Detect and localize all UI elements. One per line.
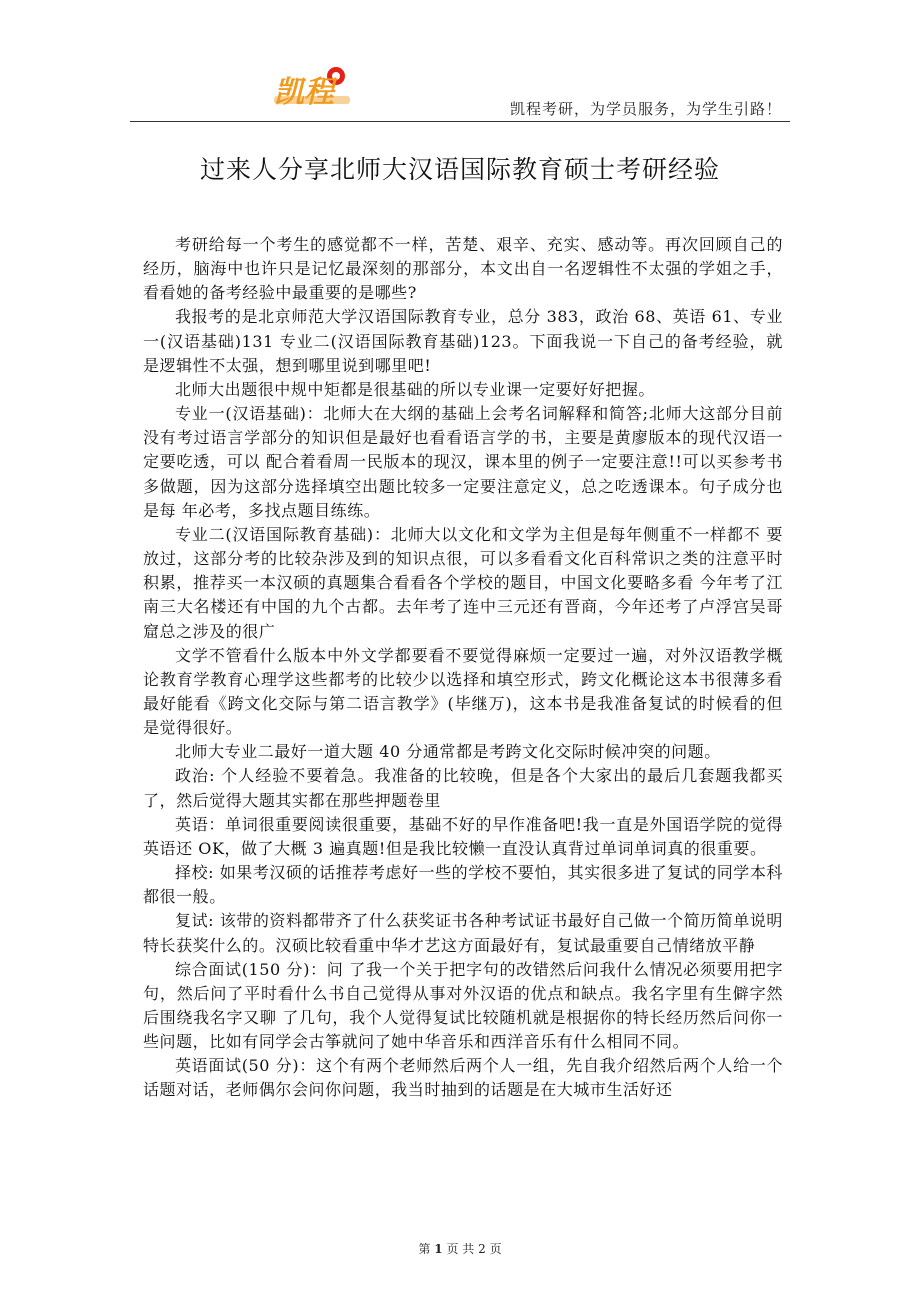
logo-text: 凯程 (274, 75, 334, 110)
document-body (143, 233, 783, 1103)
header-tagline: 凯程考研，为学员服务，为学生引路！ (509, 100, 782, 118)
document-title: 过来人分享北师大汉语国际教育硕士考研经验 (199, 155, 720, 184)
paragraph: 我报考的是北京师范大学汉语国际教育专业，总分 383，政治 68、英语 61、专业一(汉语基础)131 专业二(汉语国际教育基础)123。下面我说一下自己的备考经验，就是逻辑性不太强，想到哪里说到哪里吧! (143, 307, 783, 375)
footer-suffix: 页 (489, 1242, 502, 1256)
paragraph: 文学不管看什么版本中外文学都要看不要觉得麻烦一定要过一遍，对外汉语教学概论教育学教育心理学这些都考的比较少以选择和填空形式，跨文化概论这本书很薄多看最好能看《跨文化交际与第二语言教学》(毕继万)，这本书是我准备复试的时候看的但是觉得很好。 (143, 645, 783, 738)
paragraph: 复试: 该带的资料都带齐了什么获奖证书各种考试证书最好自己做一个简历简单说明特长获奖什么的。汉硕比较看重中华才艺这方面最好有，复试最重要自己情绪放平静 (143, 911, 783, 955)
page-footer (0, 1240, 920, 1257)
header-divider (130, 121, 790, 122)
page-header (130, 60, 790, 122)
paragraph: 考研给每一个考生的感觉都不一样，苦楚、艰辛、充实、感动等。再次回顾自己的经历，脑海中也许只是记忆最深刻的那部分，本文出自一名逻辑性不太强的学姐之手，看看她的备考经验中最重要的是哪些? (143, 235, 783, 303)
paragraph: 北师大专业二最好一道大题 40 分通常都是考跨文化交际时候冲突的问题。 (175, 742, 721, 762)
paragraph: 英语面试(50 分)：这个有两个老师然后两个人一组，先自我介绍然后两个人给一个话题对话，老师偶尔会问你问题，我当时抽到的话题是在大城市生活好还 (143, 1056, 783, 1100)
paragraph: 专业一(汉语基础)：北师大在大纲的基础上会考名词解释和简答;北师大这部分目前没有考过语言学部分的知识但是最好也看看语言学的书，主要是黄廖版本的现代汉语一定要吃透，可以 配合着看周一民版本的现汉，课本里的例子一定要注意!!可以买参考书多做题，因为这部分选择填空出题比较多一定要注意定义，总之吃透课本。句子成分也是每 年必考，多找点题目练练。 (143, 404, 783, 520)
current-page-number: 1 (434, 1242, 443, 1256)
kaicheng-logo (270, 62, 356, 114)
paragraph: 政治: 个人经验不要着急。我准备的比较晚，但是各个大家出的最后几套题我都买了，然后觉得大题其实都在那些押题卷里 (143, 766, 783, 810)
paragraph: 专业二(汉语国际教育基础)：北师大以文化和文学为主但是每年侧重不一样都不 要放过，这部分考的比较杂涉及到的知识点很，可以多看看文化百科常识之类的注意平时积累，推荐买一本汉硕的真题集合看看各个学校的题目，中国文化要略多看 今年考了江南三大名楼还有中国的九个古都。去年考了连中三元还有晋商，今年还考了卢浮宫吴哥窟总之涉及的很广 (143, 524, 783, 641)
paragraph: 英语：单词很重要阅读很重要，基础不好的早作准备吧!我一直是外国语学院的觉得英语还 OK，做了大概 3 遍真题!但是我比较懒一直没认真背过单词单词真的很重要。 (143, 814, 783, 858)
paragraph: 北师大出题很中规中矩都是很基础的所以专业课一定要好好把握。 (175, 379, 655, 399)
total-pages-number: 2 (478, 1242, 486, 1256)
footer-middle: 页 共 (446, 1242, 475, 1256)
paragraph: 综合面试(150 分)：问 了我一个关于把字句的改错然后问我什么情况必须要用把字句，然后问了平时看什么书自己觉得从事对外汉语的优点和缺点。我名字里有生僻字然后围绕我名字又聊 了几句，我个人觉得复试比较随机就是根据你的特长经历然后问你一些问题，比如有同学会古筝就问了她中华音乐和西洋音乐有什么相同不同。 (143, 959, 783, 1052)
footer-prefix: 第 (418, 1242, 431, 1256)
paragraph: 择校: 如果考汉硕的话推荐考虑好一些的学校不要怕，其实很多进了复试的同学本科都很一般。 (143, 863, 783, 907)
